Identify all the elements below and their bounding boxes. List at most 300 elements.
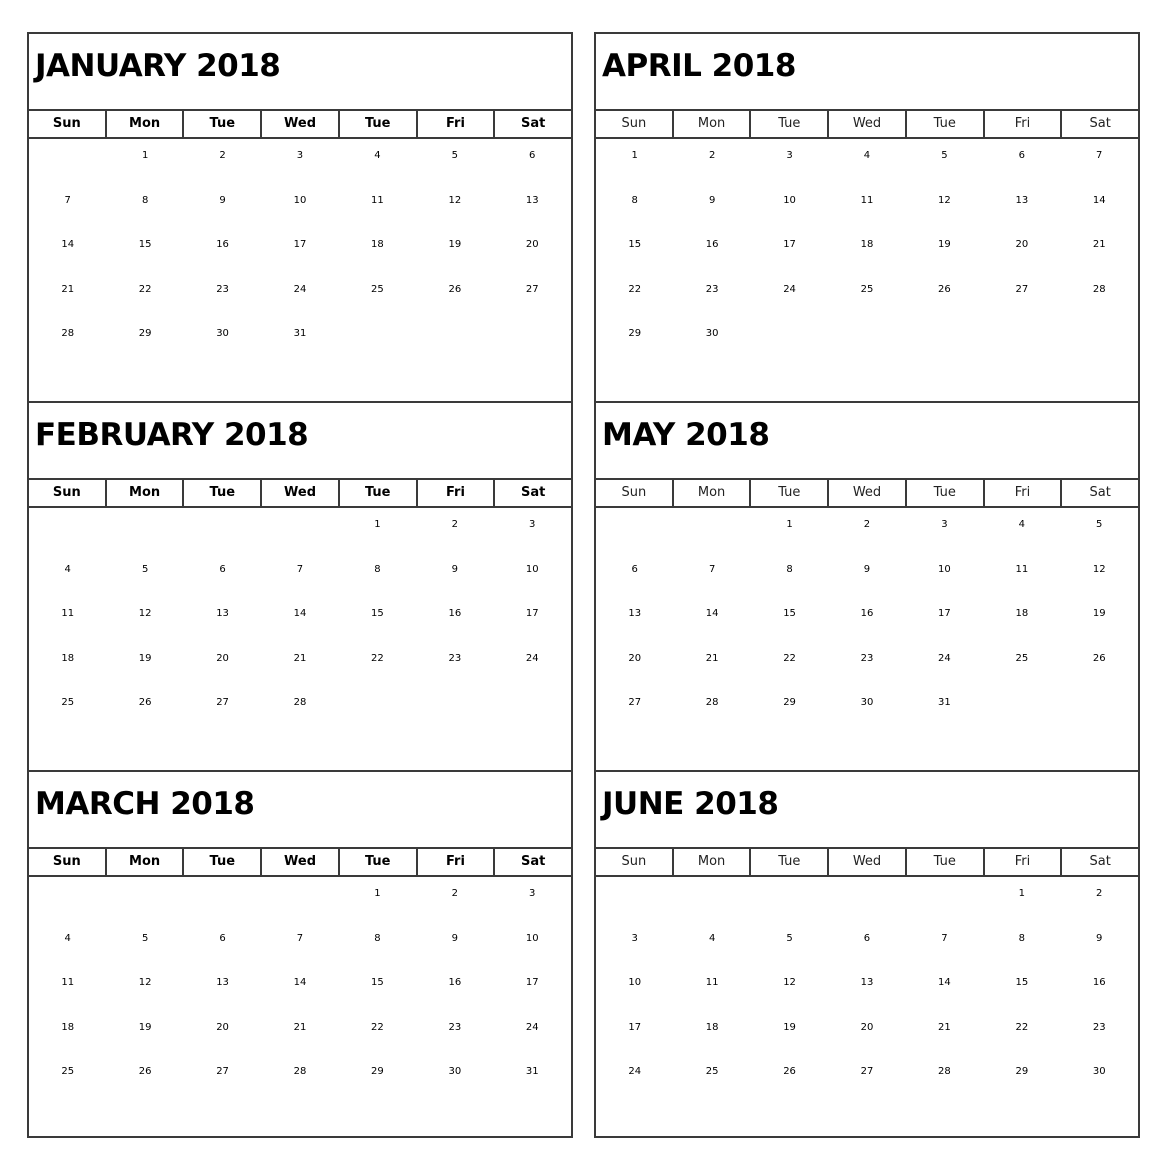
day-cell: 28 xyxy=(293,1066,307,1077)
day-cell: 9 xyxy=(1096,932,1103,944)
weekday-header-cell: Mon xyxy=(105,111,183,137)
day-cell: 10 xyxy=(293,194,307,206)
day-cell xyxy=(416,688,493,733)
weekday-header-cell: Fri xyxy=(983,111,1061,137)
weekday-header-cell: Sat xyxy=(1060,849,1138,875)
day-cell: 14 xyxy=(293,977,307,988)
day-cell: 17 xyxy=(938,608,951,619)
day-cell: 11 xyxy=(61,977,75,988)
day-cell: 21 xyxy=(705,652,719,664)
day-cell xyxy=(596,879,673,924)
day-cell: 28 xyxy=(705,697,719,708)
day-cell: 20 xyxy=(525,239,539,250)
day-cell: 16 xyxy=(705,239,719,250)
day-cell: 11 xyxy=(61,608,75,619)
day-cell: 18 xyxy=(61,1021,75,1033)
day-cell: 8 xyxy=(1018,932,1025,944)
day-cell: 24 xyxy=(293,283,307,295)
day-cell: 7 xyxy=(296,563,304,575)
day-cell: 9 xyxy=(451,563,458,575)
week-row xyxy=(596,688,1138,733)
week-row xyxy=(596,510,1138,555)
weekday-header-cell: Sat xyxy=(1060,111,1138,137)
day-cell xyxy=(261,510,338,555)
month-block-january xyxy=(29,34,571,402)
day-cell: 30 xyxy=(1092,1066,1106,1077)
weekday-header-cell: Sun xyxy=(621,854,647,869)
day-cell: 18 xyxy=(371,239,384,250)
day-cell: 4 xyxy=(64,932,71,944)
day-grid xyxy=(29,510,571,733)
day-cell: 22 xyxy=(628,283,642,295)
month-block-march xyxy=(29,770,571,1138)
day-cell xyxy=(983,688,1060,733)
day-cell: 14 xyxy=(705,608,719,619)
day-cell: 31 xyxy=(525,1066,539,1077)
weekday-header-cell: Sun xyxy=(52,854,81,869)
day-cell xyxy=(494,688,571,733)
week-row xyxy=(596,644,1138,689)
day-cell: 30 xyxy=(705,328,719,339)
day-cell: 22 xyxy=(371,1021,384,1033)
day-cell: 25 xyxy=(61,697,75,708)
day-cell: 1 xyxy=(374,519,381,530)
day-cell xyxy=(751,319,828,364)
weekday-header-cell: Mon xyxy=(672,849,750,875)
day-cell: 25 xyxy=(61,1066,75,1077)
day-cell: 27 xyxy=(216,697,229,708)
day-cell: 25 xyxy=(1015,652,1029,664)
day-cell: 3 xyxy=(631,932,638,944)
day-cell: 28 xyxy=(938,1066,951,1077)
day-cell: 30 xyxy=(860,697,874,708)
day-cell: 6 xyxy=(863,932,871,944)
day-cell xyxy=(184,510,261,555)
day-cell xyxy=(1061,319,1138,364)
day-cell xyxy=(339,688,416,733)
day-cell: 17 xyxy=(525,608,539,619)
day-cell xyxy=(29,141,106,186)
day-cell: 8 xyxy=(374,932,381,944)
day-cell: 23 xyxy=(705,283,719,295)
day-cell: 9 xyxy=(708,194,716,206)
day-cell: 5 xyxy=(786,932,793,944)
week-row xyxy=(596,141,1138,186)
right-calendar-column xyxy=(594,32,1140,1138)
day-cell: 3 xyxy=(941,519,948,530)
day-cell: 29 xyxy=(783,697,796,708)
day-cell: 15 xyxy=(138,239,152,250)
day-cell: 17 xyxy=(628,1021,642,1033)
week-row xyxy=(596,319,1138,364)
day-cell: 1 xyxy=(374,888,381,899)
day-cell: 9 xyxy=(863,563,871,575)
day-cell: 14 xyxy=(293,608,307,619)
weekday-header-row xyxy=(29,847,571,877)
day-cell: 20 xyxy=(216,1021,229,1033)
week-row xyxy=(596,275,1138,320)
day-cell: 28 xyxy=(293,697,307,708)
day-cell: 27 xyxy=(860,1066,874,1077)
weekday-header-row xyxy=(29,109,571,139)
week-row xyxy=(596,924,1138,969)
day-cell: 10 xyxy=(525,563,539,575)
weekday-header-row xyxy=(596,109,1138,139)
month-block-april xyxy=(596,34,1138,402)
day-cell: 9 xyxy=(219,194,226,206)
weekday-header-cell: Sat xyxy=(493,849,571,875)
month-title: MARCH 2018 xyxy=(35,786,255,822)
weekday-header-cell: Tue xyxy=(182,480,260,506)
weekday-header-row xyxy=(596,847,1138,877)
day-cell: 9 xyxy=(451,932,458,944)
day-cell: 29 xyxy=(138,328,152,339)
weekday-header-cell: Sun xyxy=(621,485,647,500)
day-cell xyxy=(29,510,106,555)
week-row xyxy=(29,924,571,969)
day-cell: 28 xyxy=(1092,283,1106,295)
day-cell: 5 xyxy=(451,150,458,161)
day-cell: 22 xyxy=(783,652,796,664)
day-cell: 31 xyxy=(938,697,951,708)
day-cell: 14 xyxy=(1092,194,1106,206)
day-cell: 24 xyxy=(525,1021,539,1033)
day-cell xyxy=(673,879,750,924)
day-cell: 3 xyxy=(529,888,536,899)
day-cell: 11 xyxy=(705,977,719,988)
weekday-header-cell: Sun xyxy=(52,116,81,131)
day-cell: 12 xyxy=(783,977,796,988)
day-cell: 1 xyxy=(141,150,149,161)
week-row xyxy=(596,968,1138,1013)
day-cell: 4 xyxy=(64,563,71,575)
week-row xyxy=(29,599,571,644)
day-cell: 19 xyxy=(138,652,152,664)
week-row xyxy=(29,968,571,1013)
week-row xyxy=(29,644,571,689)
day-cell: 10 xyxy=(783,194,796,206)
day-cell: 16 xyxy=(448,977,462,988)
weekday-header-cell: Mon xyxy=(672,111,750,137)
day-cell xyxy=(184,879,261,924)
day-cell: 20 xyxy=(1015,239,1029,250)
day-cell xyxy=(828,879,905,924)
day-cell: 20 xyxy=(860,1021,874,1033)
day-cell: 14 xyxy=(61,239,75,250)
day-cell: 1 xyxy=(631,150,638,161)
day-cell: 13 xyxy=(860,977,874,988)
day-cell: 22 xyxy=(138,283,152,295)
day-cell: 18 xyxy=(61,652,75,664)
day-cell xyxy=(106,510,183,555)
month-title: MAY 2018 xyxy=(602,417,770,453)
month-title: JUNE 2018 xyxy=(602,786,779,822)
weekday-header-cell: Tue xyxy=(338,849,416,875)
day-cell: 26 xyxy=(448,283,462,295)
day-cell xyxy=(261,879,338,924)
weekday-header-cell: Fri xyxy=(983,480,1061,506)
day-cell: 21 xyxy=(1092,239,1106,250)
day-cell: 27 xyxy=(1015,283,1029,295)
day-cell: 19 xyxy=(138,1021,152,1033)
day-cell: 27 xyxy=(525,283,539,295)
day-cell: 7 xyxy=(1096,150,1103,161)
day-cell xyxy=(106,879,183,924)
day-cell: 25 xyxy=(705,1066,719,1077)
day-cell: 15 xyxy=(783,608,796,619)
day-cell: 12 xyxy=(1092,563,1106,575)
day-cell: 30 xyxy=(448,1066,462,1077)
day-cell: 22 xyxy=(371,652,384,664)
day-cell: 17 xyxy=(783,239,796,250)
weekday-header-cell: Wed xyxy=(827,849,905,875)
weekday-header-cell: Fri xyxy=(416,849,494,875)
left-calendar-column xyxy=(27,32,573,1138)
day-cell: 24 xyxy=(525,652,539,664)
week-row xyxy=(29,230,571,275)
week-row xyxy=(596,599,1138,644)
day-cell: 6 xyxy=(219,563,226,575)
day-cell: 5 xyxy=(141,932,149,944)
day-cell: 16 xyxy=(860,608,874,619)
day-cell xyxy=(1061,688,1138,733)
week-row xyxy=(29,555,571,600)
weekday-header-cell: Tue xyxy=(182,111,260,137)
weekday-header-cell: Fri xyxy=(416,480,494,506)
week-row xyxy=(29,186,571,231)
day-cell xyxy=(494,319,571,364)
week-row xyxy=(29,510,571,555)
week-row xyxy=(596,879,1138,924)
day-cell: 18 xyxy=(705,1021,719,1033)
day-cell: 1 xyxy=(786,519,793,530)
day-cell: 5 xyxy=(1096,519,1103,530)
day-cell: 12 xyxy=(138,608,152,619)
weekday-header-cell: Tue xyxy=(338,480,416,506)
day-grid xyxy=(596,510,1138,733)
day-grid xyxy=(596,879,1138,1102)
day-cell: 23 xyxy=(860,652,874,664)
day-cell: 27 xyxy=(216,1066,229,1077)
day-cell: 3 xyxy=(786,150,793,161)
day-cell: 16 xyxy=(1092,977,1106,988)
day-cell: 6 xyxy=(219,932,226,944)
day-cell: 2 xyxy=(863,519,871,530)
day-cell: 20 xyxy=(216,652,229,664)
day-cell: 24 xyxy=(628,1066,642,1077)
day-cell: 5 xyxy=(941,150,948,161)
day-cell: 23 xyxy=(448,1021,462,1033)
weekday-header-cell: Tue xyxy=(905,849,983,875)
weekday-header-cell: Fri xyxy=(416,111,494,137)
day-cell: 15 xyxy=(628,239,642,250)
day-cell: 26 xyxy=(138,697,152,708)
weekday-header-cell: Mon xyxy=(105,480,183,506)
day-cell: 15 xyxy=(371,608,384,619)
day-cell: 11 xyxy=(371,194,384,206)
day-cell: 8 xyxy=(141,194,149,206)
day-cell: 23 xyxy=(216,283,229,295)
day-cell xyxy=(751,879,828,924)
day-cell: 13 xyxy=(628,608,642,619)
day-cell: 2 xyxy=(1096,888,1103,899)
weekday-header-cell: Wed xyxy=(827,111,905,137)
day-cell: 12 xyxy=(138,977,152,988)
weekday-header-cell: Sun xyxy=(52,485,81,500)
week-row xyxy=(29,319,571,364)
day-cell: 13 xyxy=(216,977,229,988)
day-grid xyxy=(29,879,571,1102)
day-cell: 1 xyxy=(1018,888,1025,899)
day-cell: 25 xyxy=(860,283,874,295)
day-cell: 10 xyxy=(938,563,951,575)
day-cell: 19 xyxy=(448,239,462,250)
day-cell: 26 xyxy=(938,283,951,295)
month-title: JANUARY 2018 xyxy=(35,48,281,84)
day-cell xyxy=(906,879,983,924)
day-cell xyxy=(596,510,673,555)
day-cell: 2 xyxy=(708,150,716,161)
day-cell: 27 xyxy=(628,697,642,708)
week-row xyxy=(29,879,571,924)
day-cell: 4 xyxy=(863,150,871,161)
week-row xyxy=(596,1013,1138,1058)
weekday-header-cell: Tue xyxy=(749,111,827,137)
day-cell: 15 xyxy=(1015,977,1029,988)
day-cell: 18 xyxy=(860,239,874,250)
month-block-february xyxy=(29,401,571,769)
day-cell: 14 xyxy=(938,977,951,988)
day-cell: 8 xyxy=(786,563,793,575)
weekday-header-cell: Wed xyxy=(260,849,338,875)
day-cell: 19 xyxy=(783,1021,796,1033)
weekday-header-cell: Mon xyxy=(105,849,183,875)
month-title: FEBRUARY 2018 xyxy=(35,417,309,453)
day-cell xyxy=(828,319,905,364)
day-cell: 2 xyxy=(219,150,226,161)
day-cell xyxy=(416,319,493,364)
day-cell: 17 xyxy=(525,977,539,988)
day-cell: 16 xyxy=(448,608,462,619)
weekday-header-cell: Tue xyxy=(182,849,260,875)
week-row xyxy=(29,1013,571,1058)
weekday-header-cell: Tue xyxy=(338,111,416,137)
day-cell: 13 xyxy=(1015,194,1029,206)
day-cell: 31 xyxy=(293,328,307,339)
day-cell: 11 xyxy=(1015,563,1029,575)
day-cell: 7 xyxy=(64,194,71,206)
weekday-header-cell: Sat xyxy=(493,480,571,506)
day-cell xyxy=(339,319,416,364)
day-cell: 7 xyxy=(708,563,716,575)
day-cell: 30 xyxy=(216,328,229,339)
day-cell: 7 xyxy=(296,932,304,944)
weekday-header-cell: Sat xyxy=(493,111,571,137)
day-cell xyxy=(673,510,750,555)
day-cell: 10 xyxy=(525,932,539,944)
weekday-header-row xyxy=(29,478,571,508)
day-cell: 29 xyxy=(628,328,642,339)
weekday-header-cell: Tue xyxy=(749,849,827,875)
week-row xyxy=(596,230,1138,275)
weekday-header-cell: Fri xyxy=(983,849,1061,875)
day-cell: 25 xyxy=(371,283,384,295)
weekday-header-cell: Tue xyxy=(749,480,827,506)
day-cell: 13 xyxy=(525,194,539,206)
day-cell: 2 xyxy=(451,888,458,899)
day-cell: 26 xyxy=(138,1066,152,1077)
day-cell: 5 xyxy=(141,563,149,575)
day-cell: 3 xyxy=(296,150,304,161)
weekday-header-cell: Wed xyxy=(260,111,338,137)
day-cell: 6 xyxy=(1018,150,1025,161)
day-cell: 23 xyxy=(1092,1021,1106,1033)
day-cell: 7 xyxy=(941,932,948,944)
day-cell: 26 xyxy=(1092,652,1106,664)
day-cell: 4 xyxy=(374,150,381,161)
day-cell: 4 xyxy=(708,932,716,944)
week-row xyxy=(29,141,571,186)
day-cell: 12 xyxy=(938,194,951,206)
month-block-june xyxy=(596,770,1138,1138)
day-cell: 21 xyxy=(938,1021,951,1033)
week-row xyxy=(29,1057,571,1102)
day-cell: 29 xyxy=(371,1066,384,1077)
day-cell: 21 xyxy=(61,283,75,295)
day-cell: 20 xyxy=(628,652,642,664)
week-row xyxy=(29,688,571,733)
weekday-header-cell: Tue xyxy=(905,111,983,137)
weekday-header-cell: Wed xyxy=(260,480,338,506)
day-cell: 22 xyxy=(1015,1021,1029,1033)
day-cell: 8 xyxy=(631,194,638,206)
day-cell: 16 xyxy=(216,239,229,250)
week-row xyxy=(596,186,1138,231)
day-cell: 21 xyxy=(293,652,307,664)
week-row xyxy=(596,555,1138,600)
day-cell: 2 xyxy=(451,519,458,530)
day-cell: 19 xyxy=(1092,608,1106,619)
week-row xyxy=(596,1057,1138,1102)
day-cell: 11 xyxy=(860,194,874,206)
weekday-header-cell: Sun xyxy=(621,116,647,131)
day-cell: 8 xyxy=(374,563,381,575)
day-cell: 24 xyxy=(783,283,796,295)
day-cell: 28 xyxy=(61,328,75,339)
day-cell: 19 xyxy=(938,239,951,250)
day-cell: 10 xyxy=(628,977,642,988)
day-cell: 13 xyxy=(216,608,229,619)
day-cell: 6 xyxy=(631,563,638,575)
day-cell: 4 xyxy=(1018,519,1025,530)
day-grid xyxy=(596,141,1138,364)
week-row xyxy=(29,275,571,320)
day-cell: 24 xyxy=(938,652,951,664)
day-cell: 18 xyxy=(1015,608,1029,619)
day-cell: 23 xyxy=(448,652,462,664)
day-cell: 21 xyxy=(293,1021,307,1033)
day-cell: 12 xyxy=(448,194,462,206)
weekday-header-cell: Sat xyxy=(1060,480,1138,506)
weekday-header-row xyxy=(596,478,1138,508)
day-cell: 3 xyxy=(529,519,536,530)
month-title: APRIL 2018 xyxy=(602,48,796,84)
day-cell: 6 xyxy=(529,150,536,161)
day-cell xyxy=(906,319,983,364)
weekday-header-cell: Tue xyxy=(905,480,983,506)
day-cell: 29 xyxy=(1015,1066,1029,1077)
month-block-may xyxy=(596,401,1138,769)
